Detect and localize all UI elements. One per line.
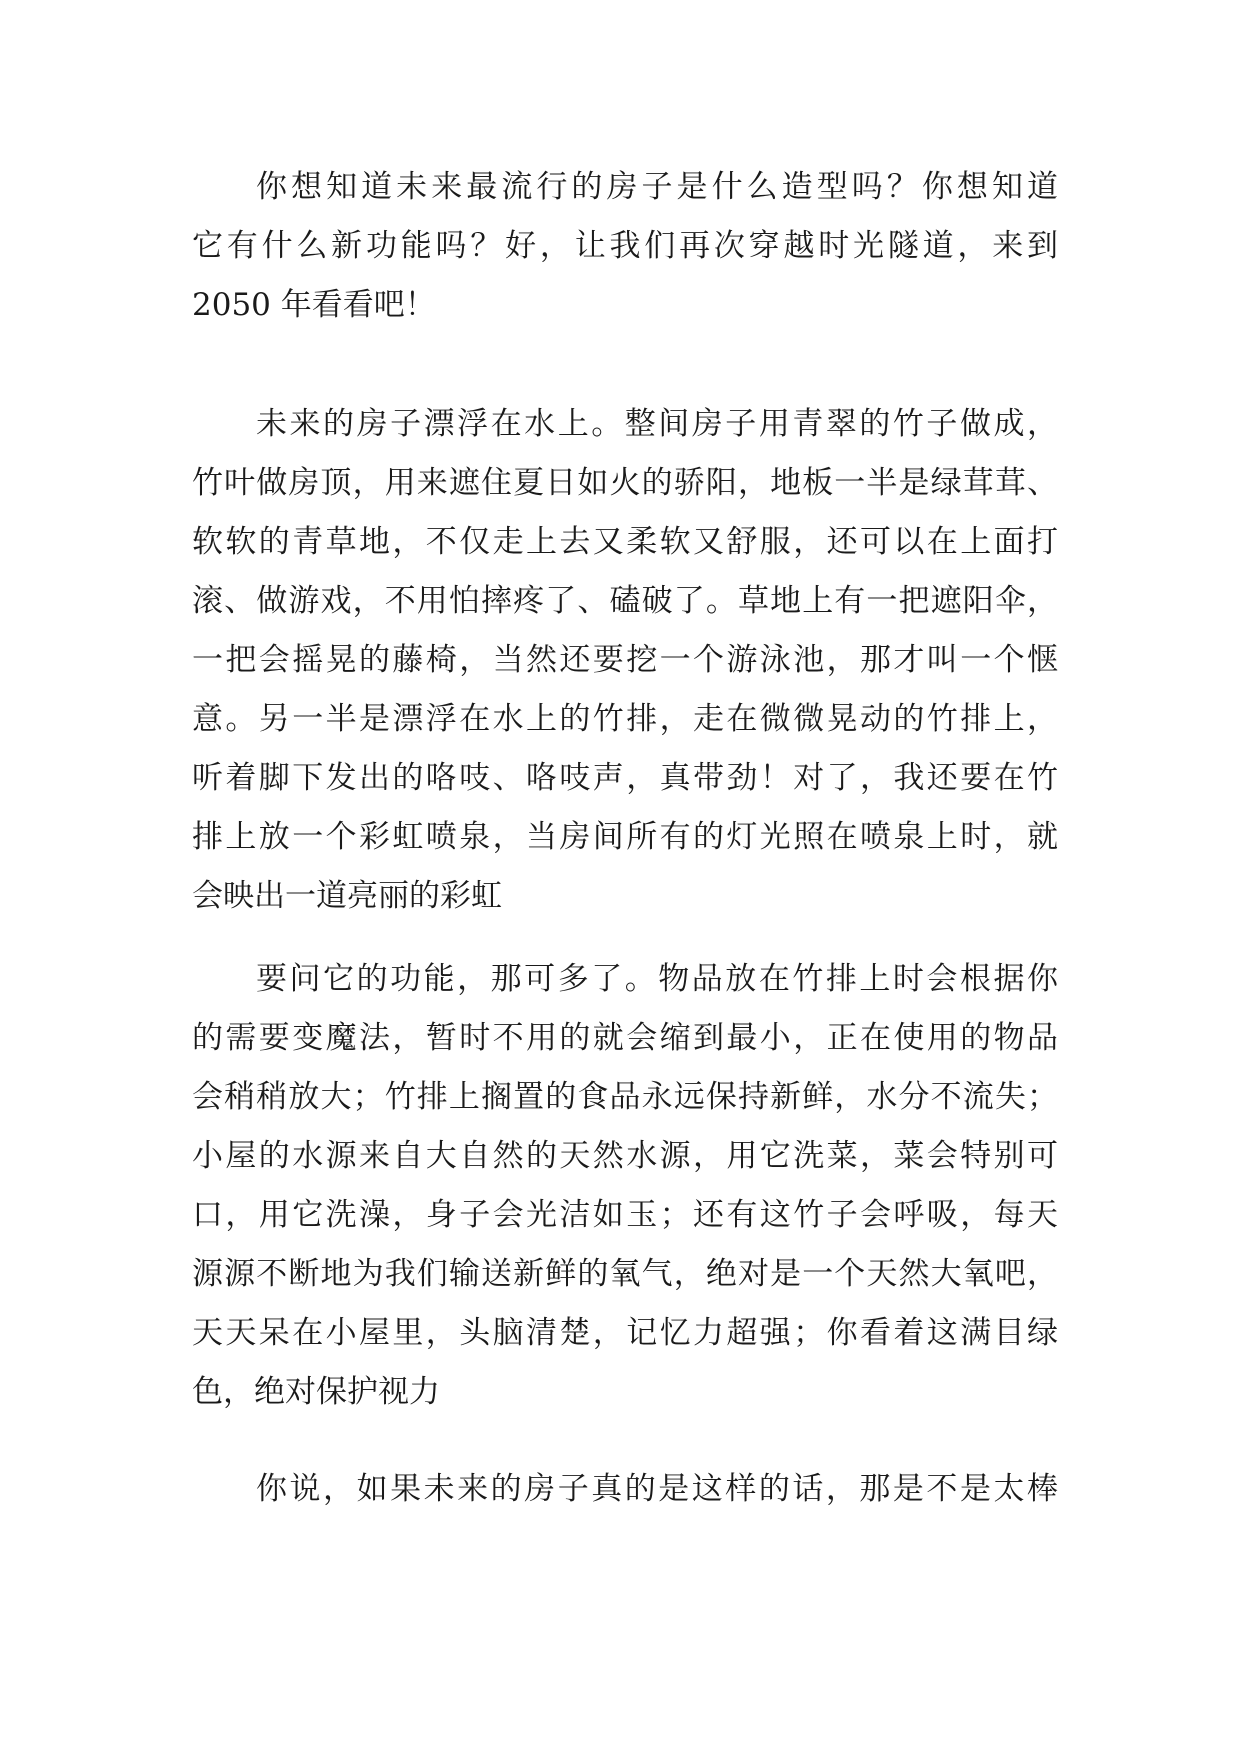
paragraph-line: 源源不断地为我们输送新鲜的氧气，绝对是一个天然大氧吧， — [192, 1256, 1058, 1292]
paragraph-line: 2050 年看看吧！ — [192, 287, 436, 323]
paragraph-line: 未来的房子漂浮在水上。整间房子用青翠的竹子做成， — [256, 406, 1058, 442]
paragraph-line: 排上放一个彩虹喷泉，当房间所有的灯光照在喷泉上时，就 — [192, 819, 1058, 855]
paragraph-line: 会映出一道亮丽的彩虹 — [192, 878, 502, 914]
paragraph-line: 你想知道未来最流行的房子是什么造型吗？你想知道 — [256, 169, 1058, 205]
paragraph-2 — [192, 395, 1058, 926]
paragraph-line: 滚、做游戏，不用怕摔疼了、磕破了。草地上有一把遮阳伞， — [192, 583, 1058, 619]
paragraph-line: 要问它的功能，那可多了。物品放在竹排上时会根据你 — [256, 961, 1058, 997]
paragraph-line: 一把会摇晃的藤椅，当然还要挖一个游泳池，那才叫一个惬 — [192, 642, 1058, 678]
paragraph-3 — [192, 950, 1058, 1422]
paragraph-4 — [192, 1460, 1058, 1519]
paragraph-line: 听着脚下发出的咯吱、咯吱声，真带劲！对了，我还要在竹 — [192, 760, 1058, 796]
paragraph-line: 会稍稍放大；竹排上搁置的食品永远保持新鲜，水分不流失； — [192, 1079, 1058, 1115]
paragraph-line: 竹叶做房顶，用来遮住夏日如火的骄阳，地板一半是绿茸茸、 — [192, 465, 1058, 501]
paragraph-line: 色，绝对保护视力 — [192, 1374, 440, 1410]
paragraph-line: 你说，如果未来的房子真的是这样的话，那是不是太棒 — [256, 1471, 1058, 1507]
paragraph-line: 小屋的水源来自大自然的天然水源，用它洗菜，菜会特别可 — [192, 1138, 1058, 1174]
paragraph-line: 的需要变魔法，暂时不用的就会缩到最小，正在使用的物品 — [192, 1020, 1058, 1056]
paragraph-line: 软软的青草地，不仅走上去又柔软又舒服，还可以在上面打 — [192, 524, 1058, 560]
paragraph-line: 口，用它洗澡，身子会光洁如玉；还有这竹子会呼吸，每天 — [192, 1197, 1058, 1233]
paragraph-1 — [192, 158, 1058, 335]
paragraph-line: 意。另一半是漂浮在水上的竹排，走在微微晃动的竹排上， — [192, 701, 1058, 737]
paragraph-line: 它有什么新功能吗？好，让我们再次穿越时光隧道，来到 — [192, 228, 1058, 264]
paragraph-line: 天天呆在小屋里，头脑清楚，记忆力超强；你看着这满目绿 — [192, 1315, 1058, 1351]
